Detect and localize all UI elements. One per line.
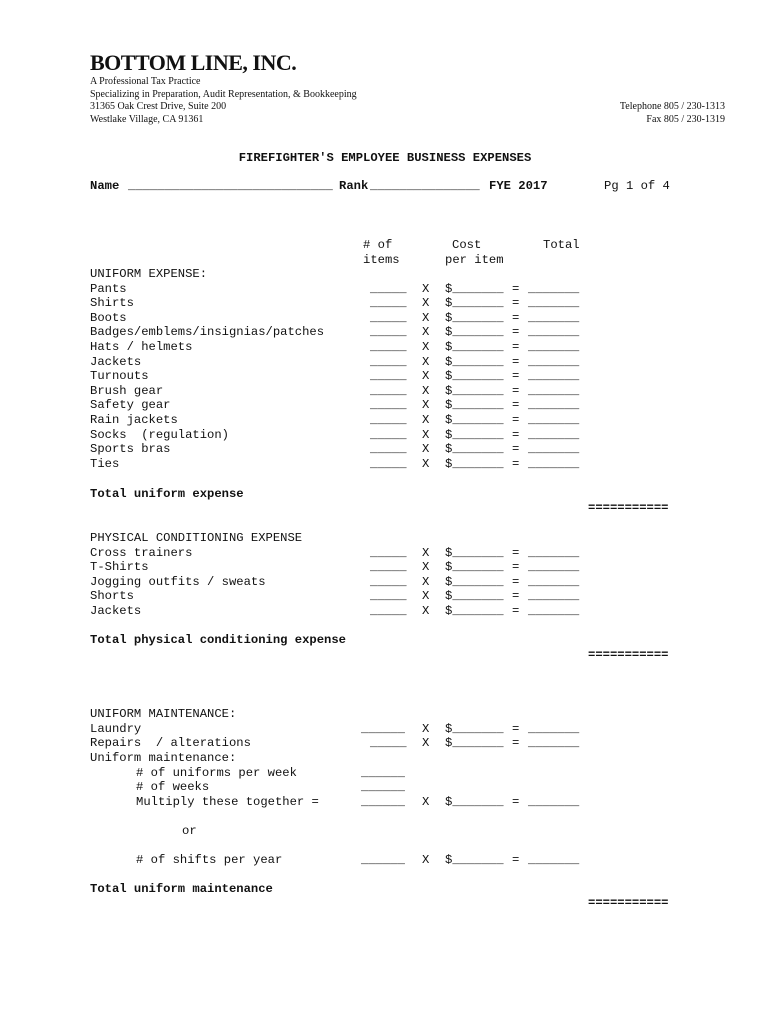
col-total: Total: [543, 238, 580, 252]
laundry-times-sign: X: [422, 721, 430, 736]
laundry-equals-sign: =: [512, 721, 520, 736]
physical-item-qty-field[interactable]: _____: [370, 603, 407, 618]
multiply-equals-sign: =: [512, 795, 520, 809]
shifts-total-field[interactable]: _______: [528, 853, 580, 867]
uniform-item-times-sign: X: [422, 339, 430, 354]
name-field[interactable]: ____________________________: [128, 179, 333, 193]
uniform-item-qty-field[interactable]: _____: [370, 412, 407, 427]
page-number: Pg 1 of 4: [604, 179, 670, 193]
uniform-item-cost-field[interactable]: $_______: [445, 325, 504, 340]
repairs-cost-field[interactable]: $_______: [445, 736, 504, 750]
uniform-item-equals-sign: =: [512, 310, 520, 325]
repairs-label: Repairs / alterations: [90, 736, 251, 750]
uniform-item-total-field[interactable]: _______: [528, 456, 580, 471]
weeks-field[interactable]: ______: [361, 780, 405, 794]
physical-item-equals-sign: =: [512, 560, 520, 575]
uniform-item-times-sign: X: [422, 442, 430, 457]
maintenance-subheading: Uniform maintenance:: [90, 750, 237, 765]
uniform-item-label: Turnouts: [90, 369, 149, 384]
physical-item-total-field[interactable]: _______: [528, 574, 580, 589]
fye-label: FYE 2017: [489, 179, 548, 193]
shifts-cost-field[interactable]: $_______: [445, 853, 504, 867]
physical-total-label: Total physical conditioning expense: [90, 633, 346, 647]
uniform-item-label: Brush gear: [90, 383, 164, 398]
uniform-item-label: Rain jackets: [90, 412, 178, 427]
uniform-item-qty-field[interactable]: _____: [370, 325, 407, 340]
tagline: A Professional Tax Practice: [90, 76, 201, 87]
physical-item-label: Cross trainers: [90, 545, 193, 560]
uniform-item-times-sign: X: [422, 427, 430, 442]
uniform-total-rule: ===========: [588, 501, 669, 515]
uniform-item-equals-sign: =: [512, 456, 520, 471]
uniform-item-cost-field[interactable]: $_______: [445, 383, 504, 398]
maintenance-total-label: Total uniform maintenance: [90, 882, 273, 896]
uniform-item-label: Shirts: [90, 296, 134, 311]
col-count-1: # of: [363, 238, 393, 252]
multiply-total-field[interactable]: _______: [528, 795, 580, 809]
shifts-qty-field[interactable]: ______: [361, 853, 405, 867]
services: Specializing in Preparation, Audit Representation, & Bookkeeping: [90, 88, 357, 100]
uniform-item-label: Ties: [90, 456, 120, 471]
physical-item-total-field[interactable]: _______: [528, 545, 580, 560]
physical-item-label: Jackets: [90, 603, 142, 618]
uniform-item-qty-field[interactable]: _____: [370, 383, 407, 398]
uniform-item-total-field[interactable]: _______: [528, 296, 580, 311]
uniform-item-times-sign: X: [422, 412, 430, 427]
uniform-item-times-sign: X: [422, 310, 430, 325]
physical-item-equals-sign: =: [512, 603, 520, 618]
uniform-heading: UNIFORM EXPENSE:: [90, 267, 208, 281]
physical-item-equals-sign: =: [512, 589, 520, 604]
rank-label: Rank: [339, 179, 369, 193]
uniform-item-cost-field[interactable]: $_______: [445, 354, 504, 369]
fax: Fax 805 / 230-1319: [646, 113, 725, 125]
uniform-item-times-sign: X: [422, 369, 430, 384]
shifts-equals-sign: =: [512, 853, 520, 867]
physical-item-qty-field[interactable]: _____: [370, 545, 407, 560]
shifts-times-sign: X: [422, 853, 430, 867]
physical-item-label: Jogging outfits / sweats: [90, 574, 266, 589]
physical-item-label: Shorts: [90, 589, 134, 604]
uniform-item-times-sign: X: [422, 398, 430, 413]
uniform-item-qty-field[interactable]: _____: [370, 442, 407, 457]
uniform-item-cost-field[interactable]: $_______: [445, 456, 504, 471]
physical-item-cost-field[interactable]: $_______: [445, 545, 504, 560]
uniform-item-qty-field[interactable]: _____: [370, 339, 407, 354]
repairs-qty-field[interactable]: _____: [370, 736, 407, 750]
uniform-item-cost-field[interactable]: $_______: [445, 398, 504, 413]
physical-item-times-sign: X: [422, 560, 430, 575]
uniform-item-equals-sign: =: [512, 296, 520, 311]
uniform-item-total-field[interactable]: _______: [528, 325, 580, 340]
maintenance-total-rule: ===========: [588, 896, 669, 910]
uniform-item-times-sign: X: [422, 456, 430, 471]
physical-item-times-sign: X: [422, 589, 430, 604]
uniform-item-equals-sign: =: [512, 325, 520, 340]
uniform-item-qty-field[interactable]: _____: [370, 456, 407, 471]
physical-item-qty-field[interactable]: _____: [370, 560, 407, 575]
contact-info: [620, 101, 725, 126]
uniform-item-total-field[interactable]: _______: [528, 383, 580, 398]
physical-item-qty-field[interactable]: _____: [370, 589, 407, 604]
uniform-item-qty-field[interactable]: _____: [370, 427, 407, 442]
uniform-item-total-field[interactable]: _______: [528, 369, 580, 384]
uniform-item-total-field[interactable]: _______: [528, 281, 580, 296]
physical-item-cost-field[interactable]: $_______: [445, 560, 504, 575]
uniform-item-times-sign: X: [422, 325, 430, 340]
uniform-item-cost-field[interactable]: $_______: [445, 442, 504, 457]
uniform-total-label: Total uniform expense: [90, 487, 244, 501]
physical-item-equals-sign: =: [512, 574, 520, 589]
physical-item-cost-field[interactable]: $_______: [445, 589, 504, 604]
col-cost-1: Cost: [452, 238, 482, 252]
physical-item-times-sign: X: [422, 574, 430, 589]
laundry-label: Laundry: [90, 721, 142, 736]
uniform-item-times-sign: X: [422, 383, 430, 398]
repairs-total-field[interactable]: _______: [528, 736, 580, 750]
uniform-item-label: Boots: [90, 310, 127, 325]
uniform-item-total-field[interactable]: _______: [528, 339, 580, 354]
address-line-2: Westlake Village, CA 91361: [90, 113, 204, 125]
col-cost-2: per item: [445, 253, 504, 267]
uniform-item-times-sign: X: [422, 296, 430, 311]
uniform-item-qty-field[interactable]: _____: [370, 398, 407, 413]
uniform-item-times-sign: X: [422, 354, 430, 369]
uniform-item-equals-sign: =: [512, 281, 520, 296]
uniform-item-total-field[interactable]: _______: [528, 412, 580, 427]
uniforms-per-week-label: # of uniforms per week: [136, 765, 297, 780]
form-title: FIREFIGHTER'S EMPLOYEE BUSINESS EXPENSES: [238, 151, 532, 165]
physical-item-times-sign: X: [422, 545, 430, 560]
uniform-item-total-field[interactable]: _______: [528, 427, 580, 442]
uniform-item-equals-sign: =: [512, 339, 520, 354]
uniform-item-equals-sign: =: [512, 398, 520, 413]
uniform-item-total-field[interactable]: _______: [528, 354, 580, 369]
uniform-item-label: Sports bras: [90, 442, 171, 457]
uniform-item-cost-field[interactable]: $_______: [445, 339, 504, 354]
uniform-item-qty-field[interactable]: _____: [370, 281, 407, 296]
uniform-item-label: Safety gear: [90, 398, 171, 413]
uniform-item-qty-field[interactable]: _____: [370, 354, 407, 369]
company-info: [90, 76, 357, 126]
multiply-qty-field[interactable]: ______: [361, 795, 405, 809]
laundry-total-field[interactable]: _______: [528, 721, 580, 736]
uniform-item-equals-sign: =: [512, 354, 520, 369]
physical-item-cost-field[interactable]: $_______: [445, 574, 504, 589]
laundry-qty-field[interactable]: ______: [361, 721, 405, 736]
repairs-times-sign: X: [422, 736, 430, 750]
maintenance-heading: UNIFORM MAINTENANCE:: [90, 707, 237, 721]
physical-item-total-field[interactable]: _______: [528, 589, 580, 604]
col-count-2: items: [363, 253, 400, 267]
uniform-item-equals-sign: =: [512, 383, 520, 398]
uniform-item-qty-field[interactable]: _____: [370, 310, 407, 325]
company-name: BOTTOM LINE, INC.: [90, 50, 297, 75]
physical-item-total-field[interactable]: _______: [528, 560, 580, 575]
uniform-item-label: Pants: [90, 281, 127, 296]
uniform-item-cost-field[interactable]: $_______: [445, 310, 504, 325]
or-label: or: [182, 824, 197, 838]
uniform-item-qty-field[interactable]: _____: [370, 369, 407, 384]
name-label: Name: [90, 179, 120, 193]
uniform-item-total-field[interactable]: _______: [528, 442, 580, 457]
shifts-label: # of shifts per year: [136, 853, 283, 867]
uniform-item-equals-sign: =: [512, 369, 520, 384]
physical-heading: PHYSICAL CONDITIONING EXPENSE: [90, 531, 303, 545]
uniform-item-total-field[interactable]: _______: [528, 310, 580, 325]
uniform-item-cost-field[interactable]: $_______: [445, 369, 504, 384]
uniform-item-times-sign: X: [422, 281, 430, 296]
uniform-item-label: Socks (regulation): [90, 427, 229, 442]
multiply-label: Multiply these together =: [136, 795, 319, 809]
repairs-equals-sign: =: [512, 736, 520, 750]
physical-item-total-field[interactable]: _______: [528, 603, 580, 618]
physical-item-times-sign: X: [422, 603, 430, 618]
uniform-item-qty-field[interactable]: _____: [370, 296, 407, 311]
physical-item-equals-sign: =: [512, 545, 520, 560]
uniform-item-cost-field[interactable]: $_______: [445, 281, 504, 296]
weeks-label: # of weeks: [136, 780, 210, 794]
physical-item-qty-field[interactable]: _____: [370, 574, 407, 589]
uniform-item-total-field[interactable]: _______: [528, 398, 580, 413]
uniform-item-equals-sign: =: [512, 412, 520, 427]
laundry-cost-field[interactable]: $_______: [445, 721, 504, 736]
uniform-item-equals-sign: =: [512, 442, 520, 457]
physical-total-rule: ===========: [588, 648, 669, 662]
uniform-item-cost-field[interactable]: $_______: [445, 296, 504, 311]
uniforms-per-week-field[interactable]: ______: [361, 765, 405, 780]
multiply-cost-field[interactable]: $_______: [445, 795, 504, 809]
uniform-item-cost-field[interactable]: $_______: [445, 412, 504, 427]
uniform-item-label: Hats / helmets: [90, 339, 193, 354]
uniform-item-label: Jackets: [90, 354, 142, 369]
multiply-times-sign: X: [422, 795, 430, 809]
uniform-item-cost-field[interactable]: $_______: [445, 427, 504, 442]
uniform-item-label: Badges/emblems/insignias/patches: [90, 325, 325, 340]
telephone: Telephone 805 / 230-1313: [619, 101, 725, 112]
physical-item-cost-field[interactable]: $_______: [445, 603, 504, 618]
address-line-1: 31365 Oak Crest Drive, Suite 200: [90, 101, 227, 113]
uniform-item-equals-sign: =: [512, 427, 520, 442]
physical-item-label: T-Shirts: [90, 560, 149, 575]
rank-field[interactable]: _______________: [370, 179, 480, 193]
